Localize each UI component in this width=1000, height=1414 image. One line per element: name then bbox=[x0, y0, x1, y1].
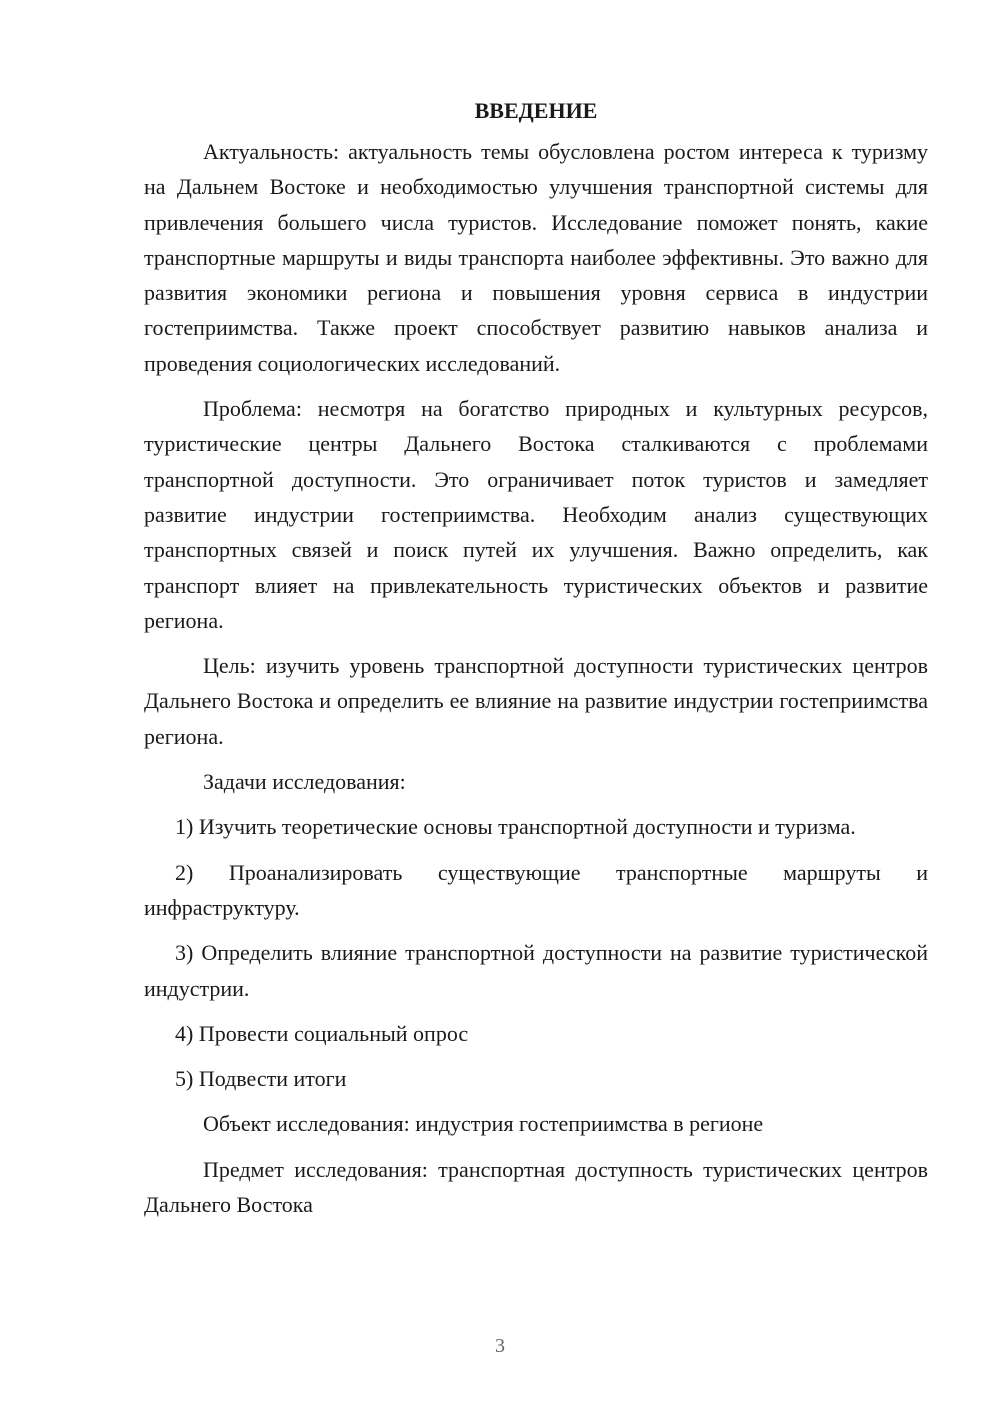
task-item-5: 5) Подвести итоги bbox=[175, 1066, 347, 1092]
task-item-1: 1) Изучить теоретические основы транспортной доступности и туризма. bbox=[175, 814, 856, 840]
paragraph-object: Объект исследования: индустрия гостеприимства в регионе bbox=[203, 1111, 764, 1137]
page-body bbox=[144, 93, 928, 1222]
paragraph-problem: Проблема: несмотря на богатство природных и культурных ресурсов, туристические центры Дальнего Востока сталкиваются с проблемами транспортной доступности. Это ограничивает поток туристов и замедляет развитие индустрии гостеприимства. Необходим анализ существующих транспортных связей и поиск путей их улучшения. Важно определить, как транспорт влияет на привлекательность туристических объектов и развитие региона. bbox=[144, 396, 928, 633]
task-item-2: 2) Проанализировать существующие транспортные маршруты и инфраструктуру. bbox=[144, 859, 928, 920]
page-number: 3 bbox=[495, 1335, 505, 1357]
paragraph-goal: Цель: изучить уровень транспортной доступности туристических центров Дальнего Востока и определить ее влияние на развитие индустрии гостеприимства региона. bbox=[144, 653, 928, 749]
section-heading: ВВЕДЕНИЕ bbox=[474, 98, 598, 123]
task-item-3: 3) Определить влияние транспортной доступности на развитие туристической индустрии. bbox=[144, 940, 928, 1001]
paragraph-relevance: Актуальность: актуальность темы обусловлена ростом интереса к туризму на Дальнем Востоке и необходимостью улучшения транспортной системы для привлечения большего числа туристов. Исследование поможет понять, какие транспортные маршруты и виды транспорта наиболее эффективны. Это важно для развития экономики региона и повышения уровня сервиса в индустрии гостеприимства. Также проект способствует развитию навыков анализа и проведения социологических исследований. bbox=[144, 139, 928, 376]
paragraph-subject: Предмет исследования: транспортная доступность туристических центров Дальнего Востока bbox=[144, 1156, 928, 1218]
task-item-4: 4) Провести социальный опрос bbox=[175, 1020, 469, 1046]
tasks-heading: Задачи исследования: bbox=[203, 769, 406, 795]
